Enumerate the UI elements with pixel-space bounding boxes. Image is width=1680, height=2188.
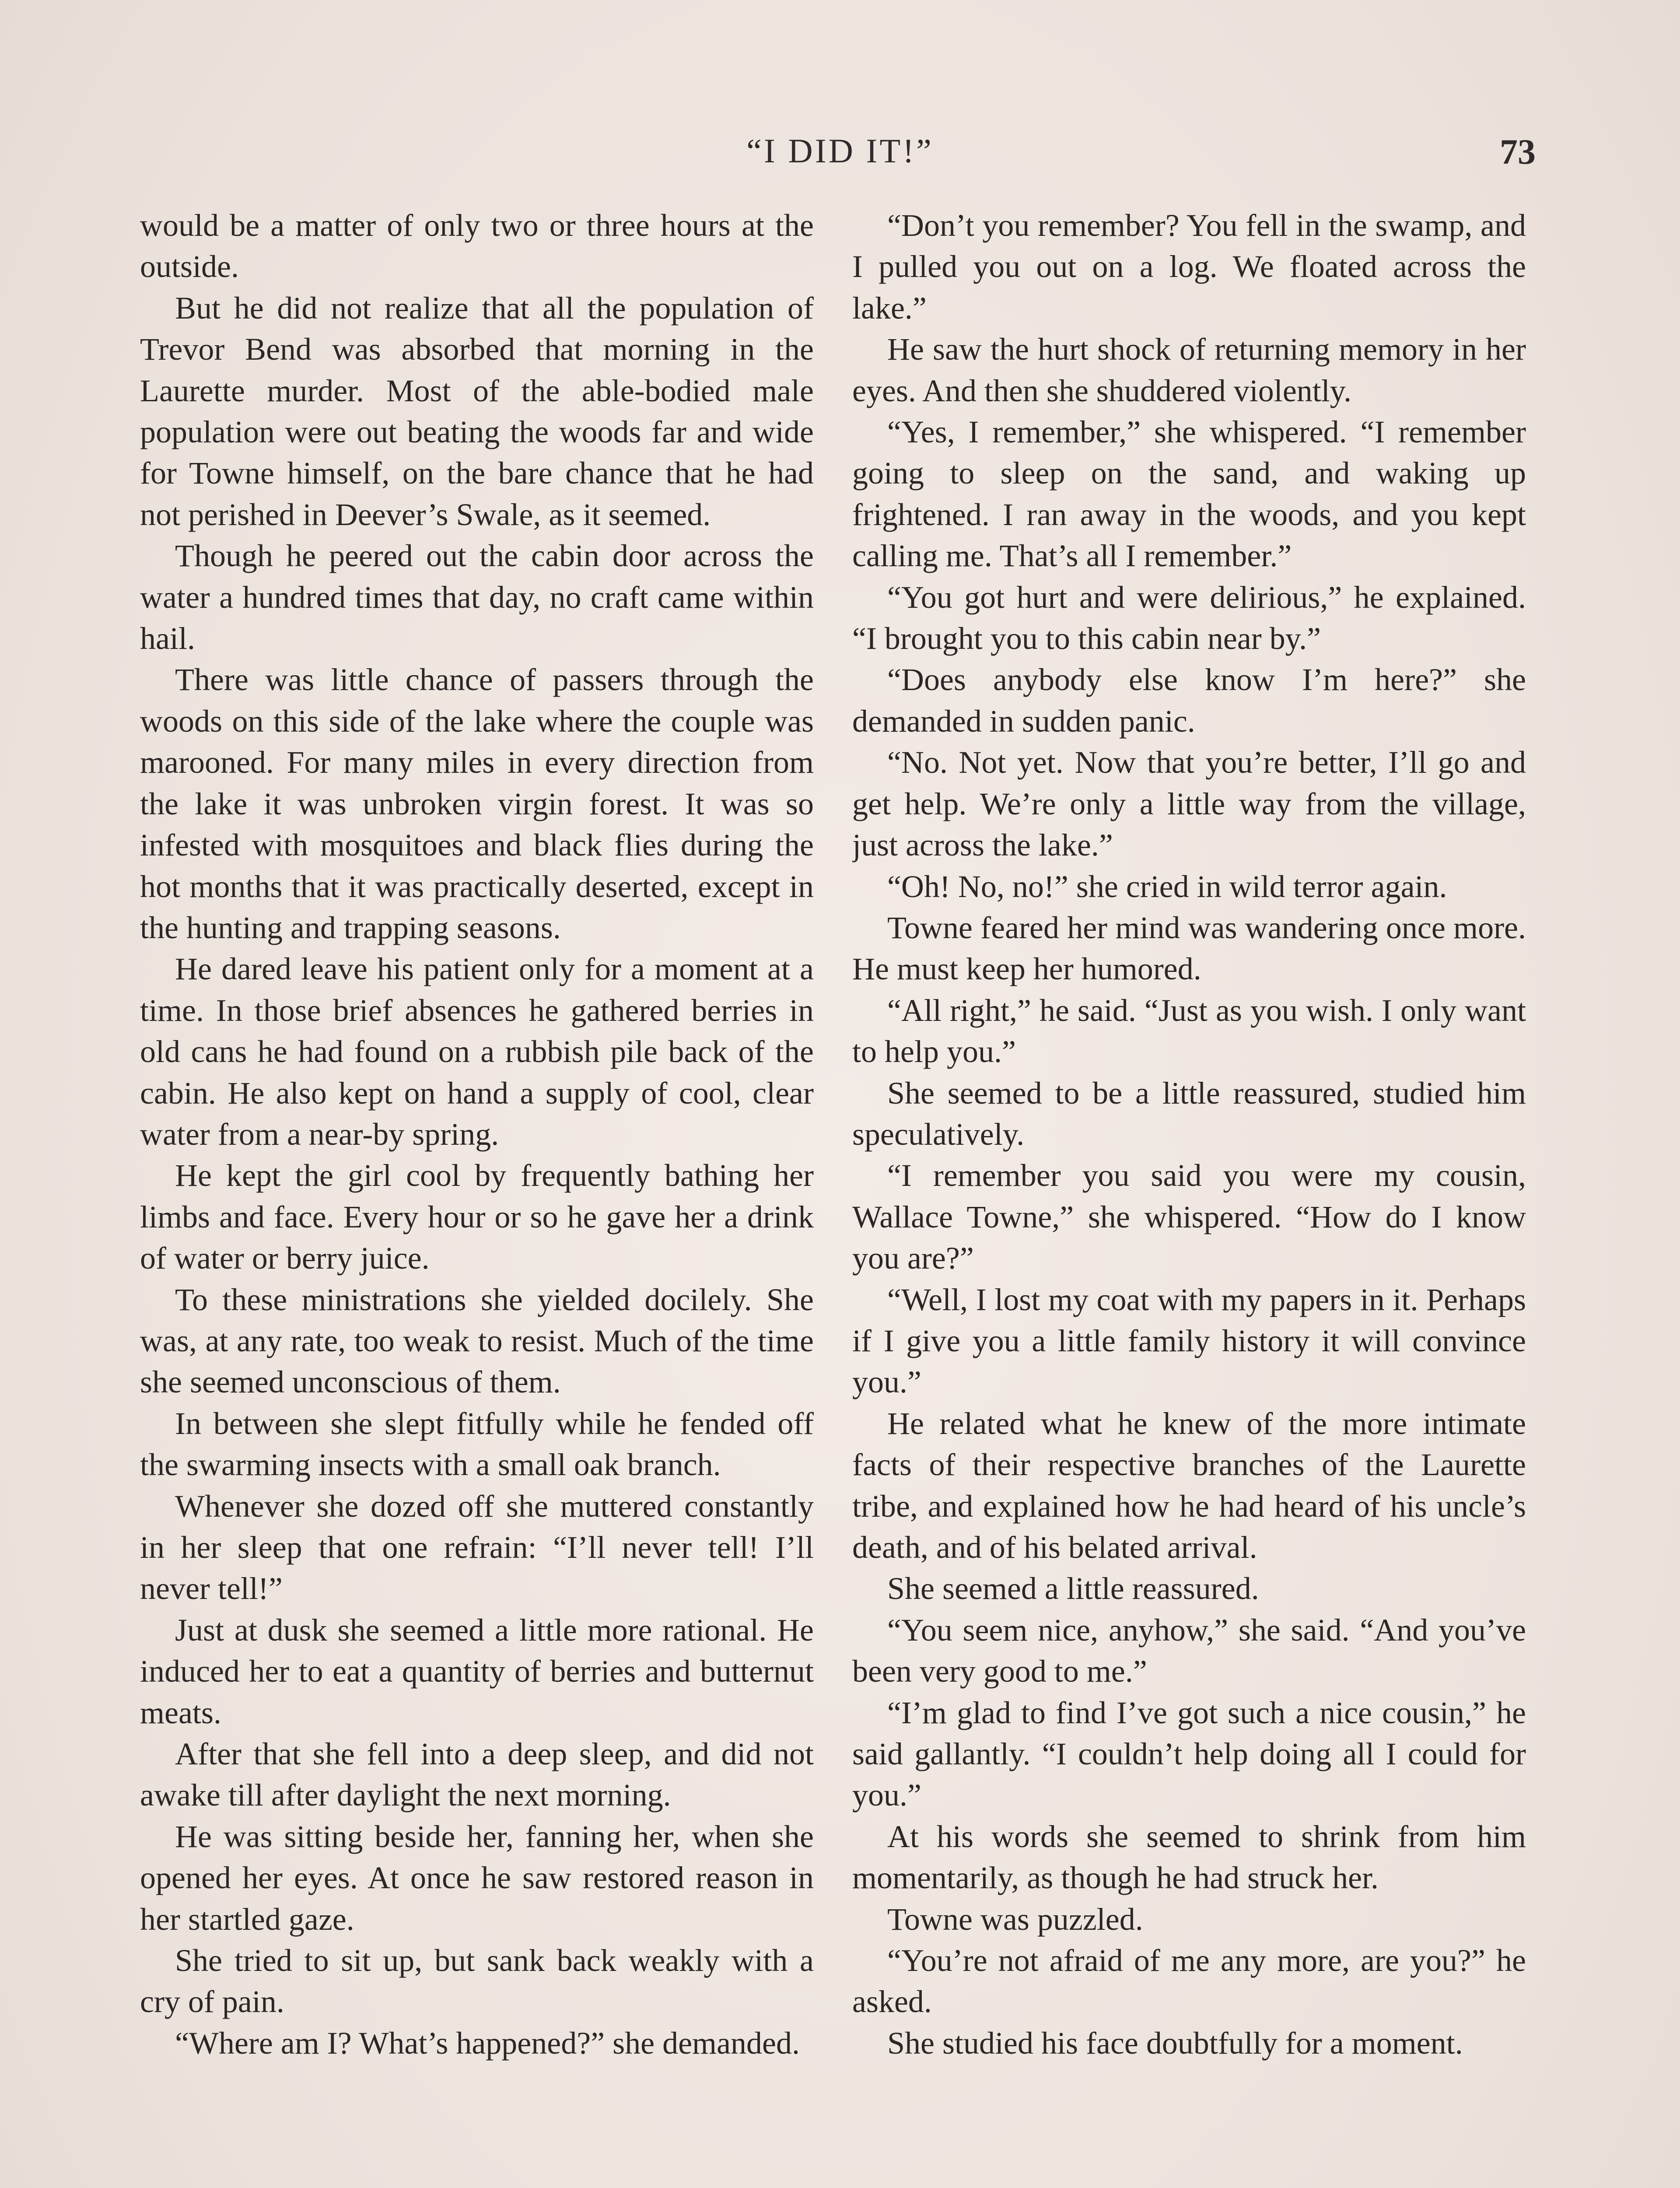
paragraph: “Oh! No, no!” she cried in wild terror again. — [887, 869, 1447, 904]
paragraph: would be a matter of only two or three hours at the outside. — [140, 208, 814, 284]
paragraph: “I remember you said you were my cousin, Wallace Towne,” she whispered. “How do I know you are?” — [852, 1158, 1526, 1276]
paragraph: He saw the hurt shock of returning memory in her eyes. And then she shuddered violently. — [852, 332, 1526, 408]
running-title: “I DID IT!” — [746, 132, 934, 170]
paragraph: “You seem nice, anyhow,” she said. “And you’ve been very good to me.” — [852, 1612, 1526, 1689]
paragraph: Whenever she dozed off she muttered constantly in her sleep that one refrain: “I’ll never tell! I’ll never tell!” — [140, 1488, 814, 1606]
paragraph: He was sitting beside her, fanning her, when she opened her eyes. At once he saw restored reason in her startled gaze. — [140, 1819, 814, 1937]
paragraph: He related what he knew of the more intimate facts of their respective branches of the Laurette tribe, and explained how he had heard of his uncle’s death, and of his belated arrival. — [852, 1406, 1526, 1565]
paragraph: After that she fell into a deep sleep, and did not awake till after daylight the next morning. — [140, 1736, 814, 1813]
paragraph: Towne was puzzled. — [887, 1901, 1143, 1937]
paragraph: “Does anybody else know I’m here?” she demanded in sudden panic. — [852, 662, 1526, 739]
paragraph: She seemed to be a little reassured, studied him speculatively. — [852, 1075, 1526, 1152]
paragraph: There was little chance of passers through the woods on this side of the lake where the couple was marooned. For many miles in every direction from the lake it was unbroken virgin forest. It was so infested with mosquitoes and black flies during the hot months that it was practically deserted, except in the hunting and trapping seasons. — [140, 662, 814, 945]
page-number: 73 — [1500, 132, 1536, 172]
paragraph: Though he peered out the cabin door across the water a hundred times that day, no craft came within hail. — [140, 538, 814, 656]
paragraph: She studied his face doubtfully for a moment. — [887, 2025, 1463, 2061]
paragraph: Towne feared her mind was wandering once more. He must keep her humored. — [852, 910, 1526, 987]
left-column — [140, 205, 814, 2188]
paragraph: “You’re not afraid of me any more, are you?” he asked. — [852, 1943, 1526, 2020]
paragraph: She tried to sit up, but sank back weakly with a cry of pain. — [140, 1943, 814, 2020]
paragraph: But he did not realize that all the population of Trevor Bend was absorbed that morning in the Laurette murder. Most of the able-bodied male population were out beating the woods far and wide for Towne himself, on the bare chance that he had not perished in Deever’s Swale, as it seemed. — [140, 290, 814, 532]
paragraph: Just at dusk she seemed a little more rational. He induced her to eat a quantity of berries and butternut meats. — [140, 1612, 814, 1730]
right-column — [852, 205, 1526, 2188]
paragraph: At his words she seemed to shrink from him momentarily, as though he had struck her. — [852, 1819, 1526, 1896]
paragraph: “Where am I? What’s happened?” she demanded. — [175, 2025, 800, 2061]
paragraph: “You got hurt and were delirious,” he explained. “I brought you to this cabin near by.” — [852, 579, 1526, 656]
paragraph: “Well, I lost my coat with my papers in it. Perhaps if I give you a little family history it will convince you.” — [852, 1282, 1526, 1400]
paragraph: “I’m glad to find I’ve got such a nice cousin,” he said gallantly. “I couldn’t help doing all I could for you.” — [852, 1695, 1526, 1813]
paragraph: “No. Not yet. Now that you’re better, I’ll go and get help. We’re only a little way from the village, just across the lake.” — [852, 745, 1526, 863]
paragraph: In between she slept fitfully while he fended off the swarming insects with a small oak branch. — [140, 1406, 814, 1483]
paragraph: “Yes, I remember,” she whispered. “I remember going to sleep on the sand, and waking up frightened. I ran away in the woods, and you kept calling me. That’s all I remember.” — [852, 414, 1526, 574]
paragraph: To these ministrations she yielded docilely. She was, at any rate, too weak to resist. Much of the time she seemed unconscious of them. — [140, 1282, 814, 1400]
paragraph: “Don’t you remember? You fell in the swamp, and I pulled you out on a log. We floated across the lake.” — [852, 208, 1526, 326]
paragraph: “All right,” he said. “Just as you wish. I only want to help you.” — [852, 992, 1526, 1069]
paragraph: He dared leave his patient only for a moment at a time. In those brief absences he gathered berries in old cans he had found on a rubbish pile back of the cabin. He also kept on hand a supply of cool, clear water from a near-by spring. — [140, 951, 814, 1152]
page-header — [140, 131, 1540, 179]
paragraph: He kept the girl cool by frequently bathing her limbs and face. Every hour or so he gave her a drink of water or berry juice. — [140, 1158, 814, 1276]
paragraph: She seemed a little reassured. — [887, 1571, 1259, 1606]
